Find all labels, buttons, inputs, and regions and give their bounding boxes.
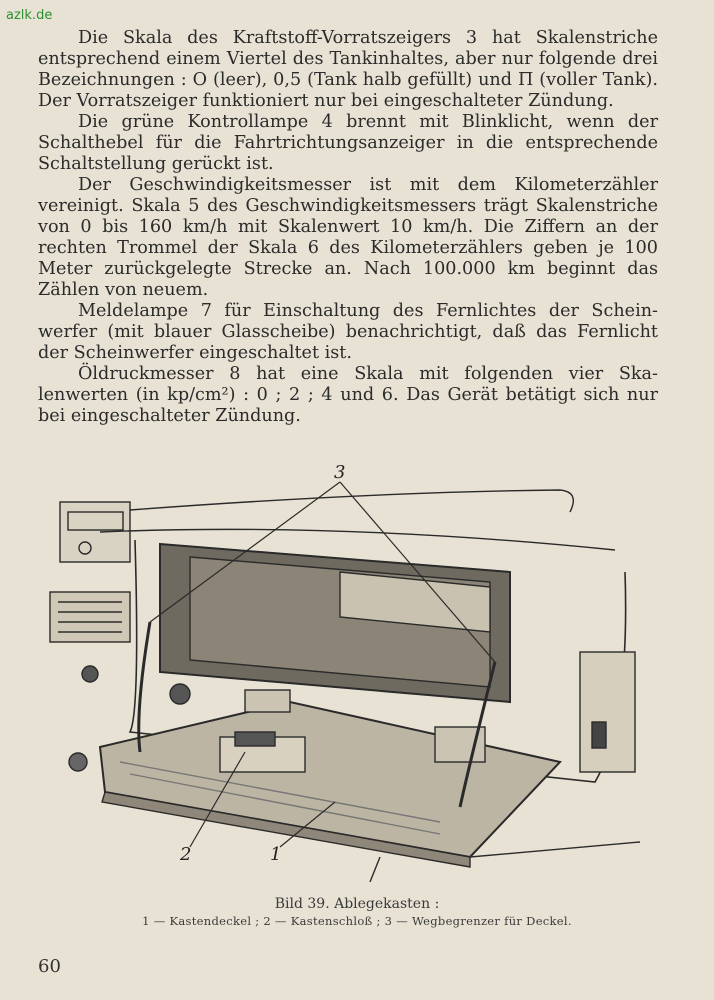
paragraph-fuel-gauge: Die Skala des Kraftstoff-Vorratszeigers 3 hat Skalenstriche entsprechend einem Viertel des Tankinhaltes, aber nur folgende drei Bezeichnungen : O (leer), 0,5 (Tank halb gefüllt) und П (voller Tank). Der Vorratszeiger funktioniert nur bei eingeschalteter Zündung. [38,28,658,111]
figure-caption: Bild 39. Ablegekasten : [274,896,440,912]
callout-2: 2 [180,844,192,865]
figure-glovebox-illustration [40,462,660,882]
callout-1: 1 [270,844,282,865]
page-number: 60 [38,956,61,977]
paragraph-oil-pressure: Öldruckmesser 8 hat eine Skala mit folgenden vier Skalenwerten (in kp/cm²) : 0 ; 2 ; 4 und 6. Das Gerät betätigt sich nur bei eingeschalteter Zündung. [38,364,658,426]
paragraph-speedometer: Der Geschwindigkeitsmesser ist mit dem Kilometerzähler vereinigt. Skala 5 des Geschwindigkeitsmessers trägt Skalenstriche von 0 bis 160 km/h mit Skalenwert 10 km/h. Die Ziffern an der rechten Trommel der Skala 6 des Kilometerzählers geben je 100 Meter zurückgelegte Strecke an. Nach 100.000 km beginnt das Zählen von neuem. [38,175,658,300]
body-text [38,28,658,427]
figure-legend: 1 — Kastendeckel ; 2 — Kastenschloß ; 3 — Wegbegrenzer für Deckel. [142,914,572,928]
paragraph-high-beam: Meldelampe 7 für Einschaltung des Fernlichtes der Scheinwerfer (mit blauer Glasscheibe) benachrichtigt, daß das Fernlicht der Scheinwerfer eingeschaltet ist. [38,301,658,363]
glovebox-drawing [40,462,660,882]
watermark: azlk.de [6,8,53,23]
callout-3: 3 [334,462,346,483]
paragraph-turn-signal: Die grüne Kontrollampe 4 brennt mit Blinklicht, wenn der Schalthebel für die Fahrtrichtungsanzeiger in die entsprechende Schaltstellung gerückt ist. [38,112,658,174]
